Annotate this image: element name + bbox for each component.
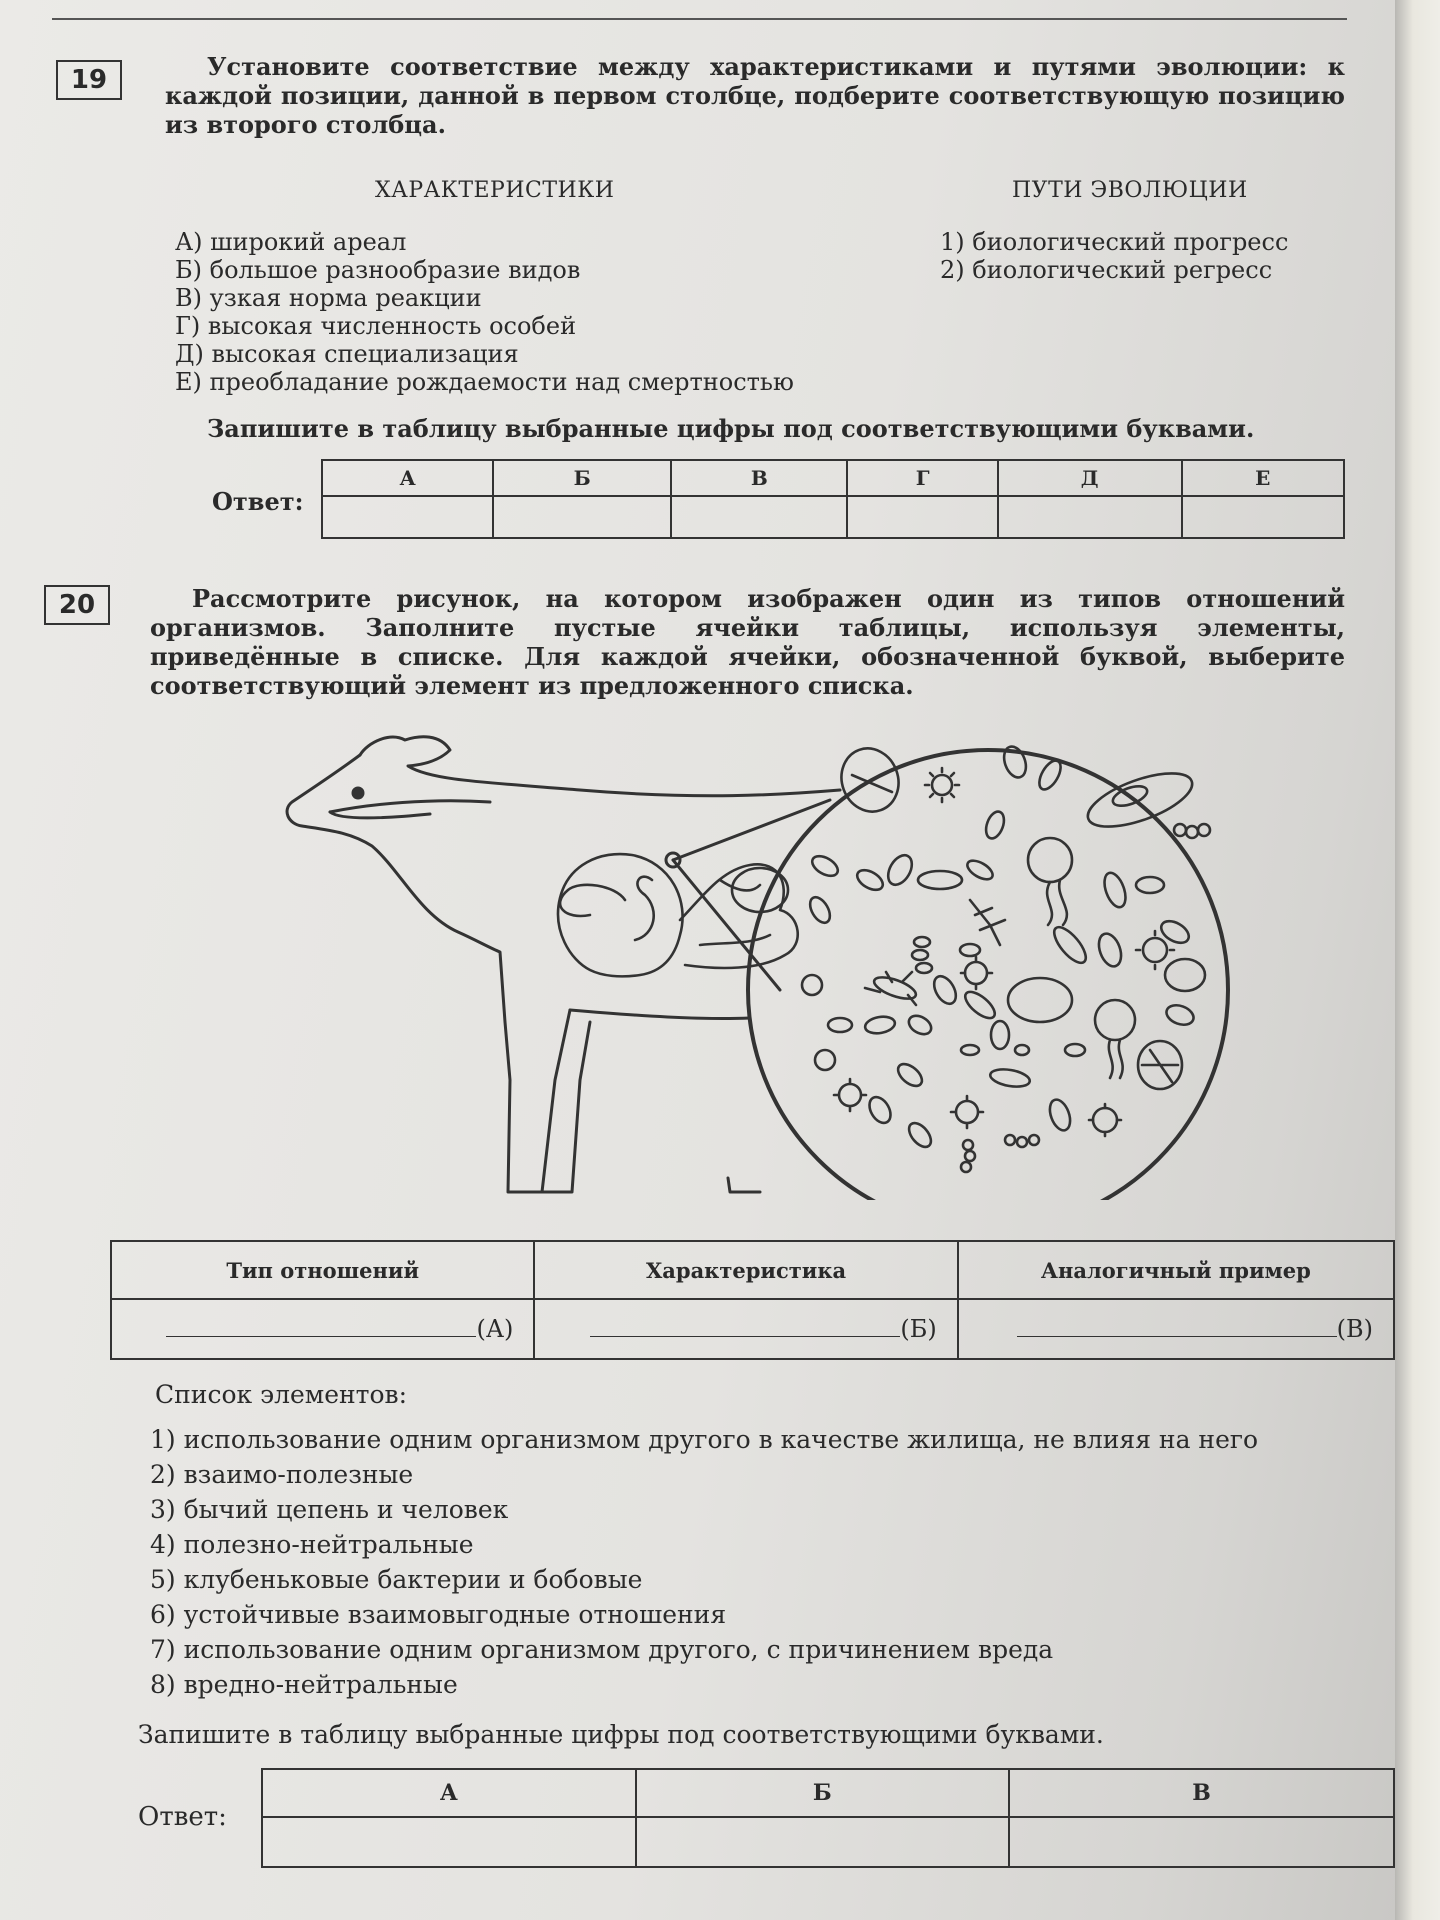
header-rule: [52, 18, 1347, 20]
element-item: 5) клубеньковые бактерии и бобовые: [150, 1565, 643, 1594]
answer-blank: [166, 1336, 476, 1337]
answer-input-cell[interactable]: [322, 496, 493, 538]
evolution-path-item: 1) биологический прогресс: [940, 228, 1289, 256]
elements-list: [150, 1422, 1258, 1702]
marker-a: (А): [476, 1315, 514, 1343]
question-19-prompt: Установите соответствие между характеристиками и путями эволюции: к каждой позиции, данной в первом столбце, подберите соответствующую позицию из второго столбца.: [165, 52, 1345, 139]
characteristics-heading: ХАРАКТЕРИСТИКИ: [375, 178, 615, 203]
marker-c: (В): [1336, 1315, 1373, 1343]
answer-input-cell[interactable]: [262, 1817, 636, 1867]
element-item: 8) вредно-нейтральные: [150, 1670, 458, 1699]
question-20-answer-table: [261, 1768, 1395, 1868]
desk-background: [1395, 0, 1440, 1920]
evolution-path-item: 2) биологический регресс: [940, 256, 1273, 284]
question-19-answer-table: [321, 459, 1345, 539]
answer-input-cell[interactable]: [998, 496, 1182, 538]
question-19-answer-label: Ответ:: [212, 487, 304, 516]
characteristics-list: [175, 228, 794, 396]
element-item: 6) устойчивые взаимовыгодные отношения: [150, 1600, 727, 1629]
answer-letter-cell: Д: [998, 460, 1182, 496]
answer-letter-cell: Б: [493, 460, 671, 496]
answer-input-cell[interactable]: [1182, 496, 1344, 538]
characteristic-item: Г) высокая численность особей: [175, 312, 577, 340]
answer-blank: [590, 1336, 900, 1337]
answer-input-cell[interactable]: [847, 496, 997, 538]
question-20-relations-table: [110, 1240, 1395, 1360]
answer-letter-cell: В: [1009, 1769, 1394, 1817]
table-header-analogous-example: Аналогичный пример: [958, 1241, 1394, 1299]
characteristic-item: Д) высокая специализация: [175, 340, 519, 368]
table-cell-a[interactable]: [111, 1299, 534, 1359]
characteristic-item: Б) большое разнообразие видов: [175, 256, 581, 284]
answer-letter-cell: А: [322, 460, 493, 496]
answer-letter-cell: Б: [636, 1769, 1010, 1817]
question-19-instruction: Запишите в таблицу выбранные цифры под соответствующими буквами.: [207, 414, 1255, 443]
question-20-prompt: Рассмотрите рисунок, на котором изображен один из типов отношений организмов. Заполните пустые ячейки таблицы, используя элементы, приведённые в списке. Для каждой ячейки, обозначенной буквой, выберите соответствующий элемент из предложенного списка.: [150, 584, 1345, 700]
element-item: 1) использование одним организмом другого в качестве жилища, не влияя на него: [150, 1425, 1259, 1454]
answer-letter-cell: В: [671, 460, 847, 496]
characteristic-item: Е) преобладание рождаемости над смертностью: [175, 368, 794, 396]
evolution-paths-list: [940, 228, 1288, 284]
elements-list-title: Список элементов:: [155, 1380, 408, 1409]
evolution-paths-heading: ПУТИ ЭВОЛЮЦИИ: [1012, 178, 1248, 203]
element-item: 7) использование одним организмом другого, с причинением вреда: [150, 1635, 1054, 1664]
answer-input-cell[interactable]: [1009, 1817, 1394, 1867]
answer-input-cell[interactable]: [636, 1817, 1010, 1867]
question-20-instruction: Запишите в таблицу выбранные цифры под соответствующими буквами.: [138, 1720, 1104, 1749]
marker-b: (Б): [900, 1315, 937, 1343]
element-item: 3) бычий цепень и человек: [150, 1495, 509, 1524]
characteristic-item: В) узкая норма реакции: [175, 284, 482, 312]
answer-letter-cell: Г: [847, 460, 997, 496]
answer-letter-cell: А: [262, 1769, 636, 1817]
cow-eye-icon: [353, 788, 363, 798]
answer-input-cell[interactable]: [493, 496, 671, 538]
answer-blank: [1017, 1336, 1337, 1337]
element-item: 4) полезно-нейтральные: [150, 1530, 474, 1559]
answer-letter-cell: Е: [1182, 460, 1344, 496]
table-header-characteristic: Характеристика: [534, 1241, 957, 1299]
characteristic-item: А) широкий ареал: [175, 228, 407, 256]
cow-microorganisms-figure: [280, 720, 1240, 1200]
pointer-line: [673, 860, 780, 990]
question-20-answer-label: Ответ:: [138, 1802, 227, 1832]
question-19-number: 19: [56, 60, 122, 100]
table-cell-c[interactable]: [958, 1299, 1394, 1359]
element-item: 2) взаимо-полезные: [150, 1460, 414, 1489]
question-20-number: 20: [44, 585, 110, 625]
answer-input-cell[interactable]: [671, 496, 847, 538]
table-header-relation-type: Тип отношений: [111, 1241, 534, 1299]
table-cell-b[interactable]: [534, 1299, 957, 1359]
